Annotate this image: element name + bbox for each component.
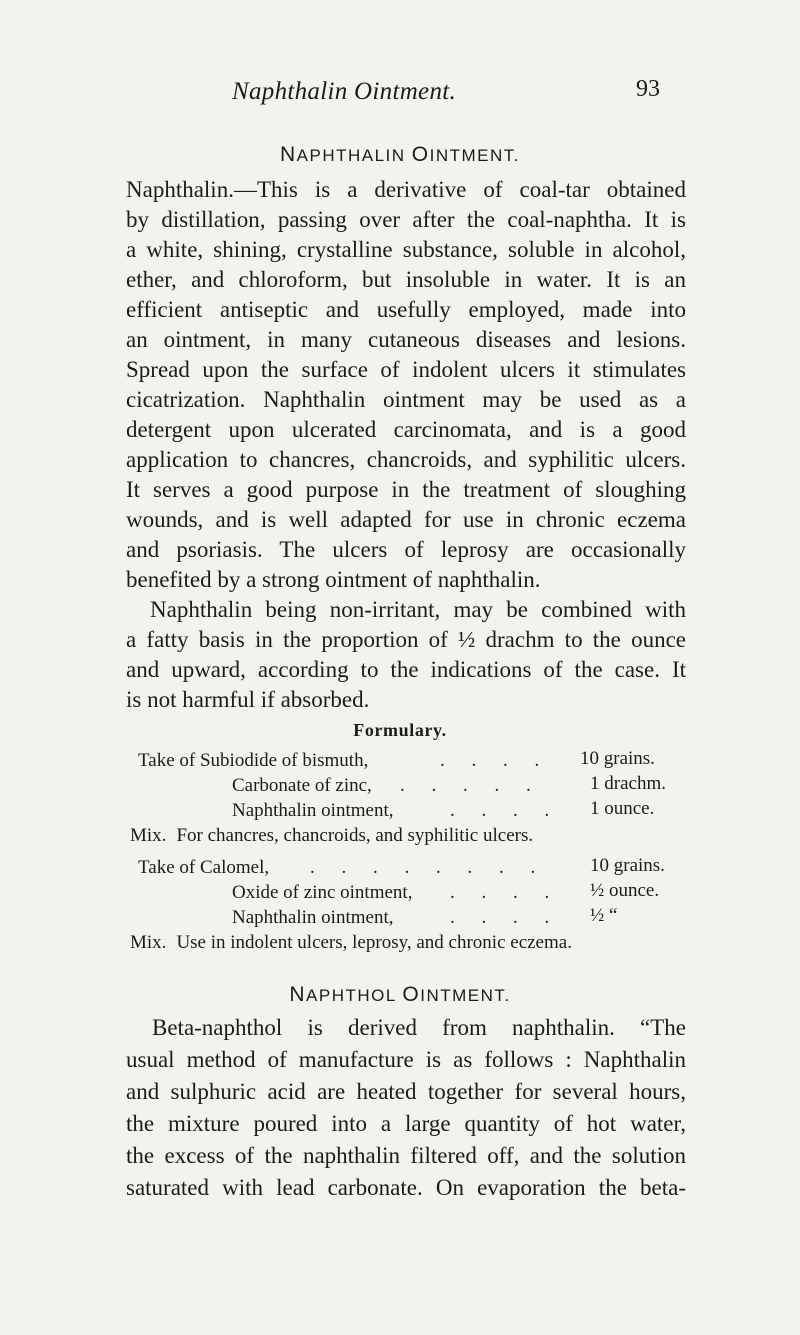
- body-line: is not harmful if absorbed.: [126, 687, 370, 712]
- formula-item: Naphthalin ointment,: [232, 907, 394, 928]
- formula-quantity: 10 grains.: [590, 855, 665, 876]
- body-line: and psoriasis. The ulcers of leprosy are occasionally: [126, 537, 686, 562]
- mix-instruction: Mix. Use in indolent ulcers, leprosy, and chronic eczema.: [130, 932, 572, 953]
- body-line: by distillation, passing over after the coal-naphtha. It is: [126, 207, 686, 232]
- formula-quantity: 1 ounce.: [590, 798, 655, 819]
- body-line: Naphthalin being non-irritant, may be combined with: [150, 597, 686, 622]
- body-line: the mixture poured into a large quantity of hot water,: [126, 1111, 686, 1136]
- body-line: It serves a good purpose in the treatment of sloughing: [126, 477, 686, 502]
- leader-dots: . . . . . . . .: [310, 857, 547, 878]
- section-title-naphthalin-ointment: NAPHTHALIN OINTMENT.: [279, 143, 521, 166]
- formula-quantity: 10 grains.: [580, 748, 655, 769]
- formula-quantity: 1 drachm.: [590, 773, 666, 794]
- body-line: detergent upon ulcerated carcinomata, and is a good: [126, 417, 686, 442]
- body-line: a white, shining, crystalline substance, soluble in alcohol,: [126, 237, 686, 262]
- running-title: Naphthalin Ointment.: [232, 78, 457, 105]
- leader-dots: . . . .: [440, 750, 551, 771]
- body-line: application to chancres, chancroids, and syphilitic ulcers.: [126, 447, 686, 472]
- page-number: 93: [636, 76, 660, 102]
- body-line: ether, and chloroform, but insoluble in water. It is an: [126, 267, 686, 292]
- body-line: benefited by a strong ointment of naphthalin.: [126, 567, 541, 592]
- body-line: a fatty basis in the proportion of ½ drachm to the ounce: [126, 627, 686, 652]
- body-line: Naphthalin.—This is a derivative of coal-tar obtained: [126, 177, 686, 202]
- formula-item: Carbonate of zinc,: [232, 775, 372, 796]
- body-line: saturated with lead carbonate. On evaporation the beta-: [126, 1175, 686, 1200]
- body-line: wounds, and is well adapted for use in chronic eczema: [126, 507, 686, 532]
- formula-quantity: ½ ounce.: [590, 880, 660, 901]
- mix-instruction: Mix. For chancres, chancroids, and syphilitic ulcers.: [130, 825, 534, 846]
- formula-item: Naphthalin ointment,: [232, 800, 394, 821]
- leader-dots: . . . .: [450, 800, 561, 821]
- body-line: and sulphuric acid are heated together for several hours,: [126, 1079, 686, 1104]
- formula-item: Take of Subiodide of bismuth,: [138, 750, 369, 771]
- formula-item: Oxide of zinc ointment,: [232, 882, 413, 903]
- body-line: efficient antiseptic and usefully employed, made into: [126, 297, 686, 322]
- body-line: Beta-naphthol is derived from naphthalin. “The: [152, 1015, 686, 1040]
- section-title-naphthol-ointment: NAPHTHOL OINTMENT.: [289, 983, 511, 1006]
- leader-dots: . . . .: [450, 882, 561, 903]
- body-line: an ointment, in many cutaneous diseases and lesions.: [126, 327, 686, 352]
- body-line: usual method of manufacture is as follows : Naphthalin: [126, 1047, 686, 1072]
- leader-dots: . . . . .: [400, 775, 542, 796]
- body-line: and upward, according to the indications of the case. It: [126, 657, 686, 682]
- formula-quantity: ½ “: [590, 905, 618, 926]
- formula-item: Take of Calomel,: [138, 857, 270, 878]
- body-line: cicatrization. Naphthalin ointment may be used as a: [126, 387, 686, 412]
- leader-dots: . . . .: [450, 907, 561, 928]
- body-line: the excess of the naphthalin filtered off, and the solution: [126, 1143, 686, 1168]
- body-line: Spread upon the surface of indolent ulcers it stimulates: [126, 357, 686, 382]
- formulary-heading: Formulary.: [353, 720, 447, 740]
